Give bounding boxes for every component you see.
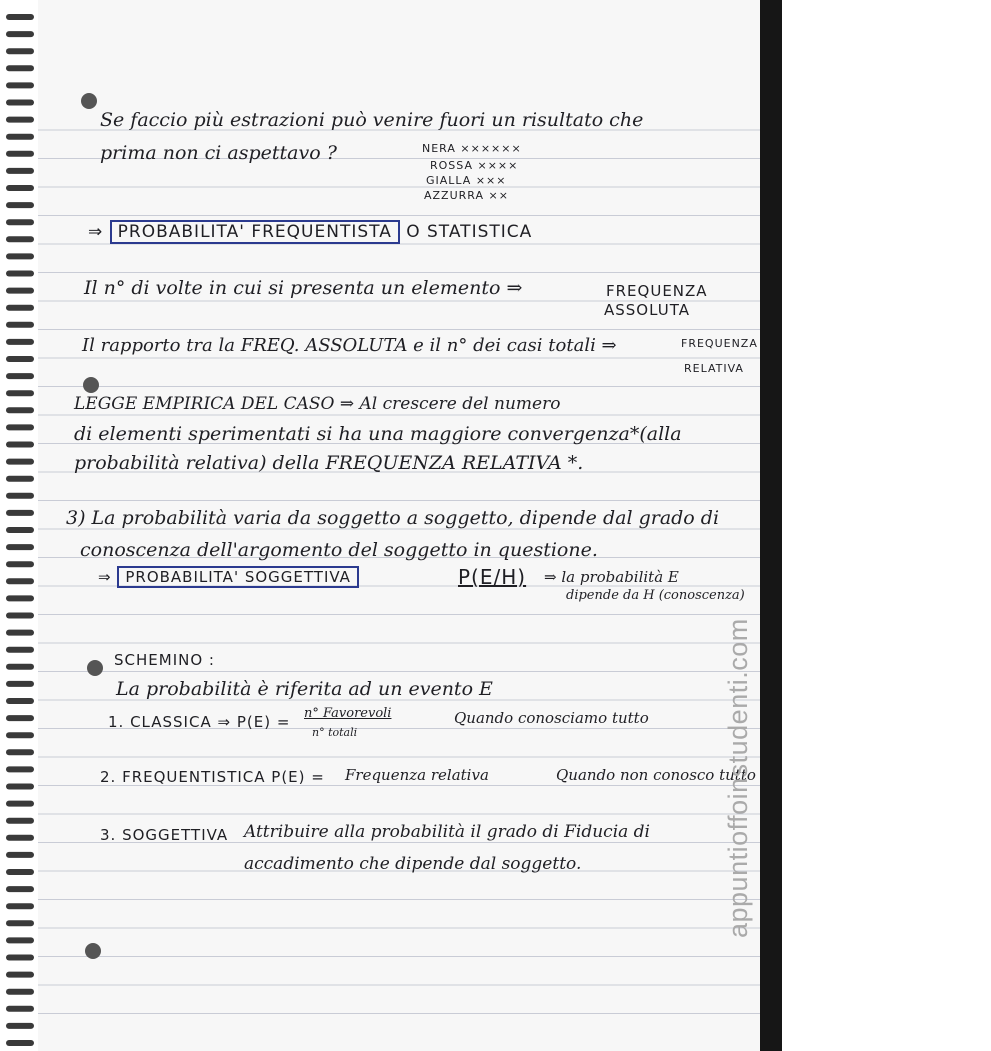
tally-azzurra: AZZURRA ××: [424, 189, 509, 202]
note-text: (alla: [639, 423, 682, 445]
spiral-coil: [6, 356, 34, 362]
spiral-coil: [6, 100, 34, 106]
spiral-coil: [6, 14, 34, 20]
spiral-coil: [6, 732, 34, 738]
item-frequentistica-when: Quando non conosco tutto: [556, 766, 756, 784]
spiral-coil: [6, 664, 34, 670]
heading-rest: O STATISTICA: [406, 222, 533, 242]
spiral-coil: [6, 424, 34, 430]
spiral-coil: [6, 442, 34, 448]
spiral-coil: [6, 493, 34, 499]
item-soggettiva-text: accadimento che dipende dal soggetto.: [244, 854, 582, 874]
punch-hole: [85, 943, 101, 959]
spiral-coil: [6, 459, 34, 465]
item-classica-when: Quando conosciamo tutto: [454, 709, 649, 727]
spiral-coil: [6, 510, 34, 516]
note-line: Il n° di volte in cui si presenta un elemento ⇒: [84, 277, 523, 299]
spiral-coil: [6, 476, 34, 482]
spiral-coil: [6, 219, 34, 225]
spiral-coil: [6, 937, 34, 943]
spiral-coil: [6, 578, 34, 584]
spiral-coil: [6, 31, 34, 37]
item-frequentistica-value: Frequenza relativa: [345, 766, 489, 784]
spiral-binding: [0, 0, 40, 1051]
spiral-coil: [6, 920, 34, 926]
spiral-coil: [6, 852, 34, 858]
spiral-coil: [6, 151, 34, 157]
arrow-icon: ⇒: [98, 568, 112, 586]
note-line: 3) La probabilità varia da soggetto a soggetto, dipende dal grado di: [66, 507, 720, 529]
fraction-numerator: n° Favorevoli: [304, 706, 392, 721]
note-line: Il rapporto tra la FREQ. ASSOLUTA e il n° dei casi totali ⇒: [82, 335, 617, 356]
spiral-coil: [6, 715, 34, 721]
spiral-coil: [6, 390, 34, 396]
spiral-coil: [6, 1040, 34, 1046]
note-line: [74, 422, 682, 446]
spiral-coil: [6, 544, 34, 550]
spiral-coil: [6, 168, 34, 174]
spiral-coil: [6, 766, 34, 772]
spiral-coil: [6, 561, 34, 567]
spiral-coil: [6, 253, 34, 259]
spiral-coil: [6, 989, 34, 995]
item-classica-label: 1. CLASSICA ⇒ P(E) =: [108, 713, 291, 731]
spiral-coil: [6, 134, 34, 140]
term-assoluta: ASSOLUTA: [604, 301, 690, 319]
spiral-coil: [6, 271, 34, 277]
note-text: di elementi sperimentati si ha una maggiore convergenza: [74, 423, 630, 445]
spiral-coil: [6, 698, 34, 704]
item-frequentistica-label: 2. FREQUENTISTICA P(E) =: [100, 768, 325, 786]
heading-frequentista: [88, 220, 532, 244]
punch-hole: [83, 377, 99, 393]
spiral-coil: [6, 886, 34, 892]
spiral-coil: [6, 185, 34, 191]
spiral-coil: [6, 613, 34, 619]
spiral-coil: [6, 48, 34, 54]
note-line: LEGGE EMPIRICA DEL CASO ⇒ Al crescere del numero: [74, 394, 561, 414]
spiral-coil: [6, 339, 34, 345]
note-line: La probabilità è riferita ad un evento E: [116, 678, 493, 700]
tally-nera: NERA ××××××: [422, 142, 522, 155]
page-edge-shadow: [760, 0, 782, 1051]
spiral-coil: [6, 373, 34, 379]
punch-hole: [87, 660, 103, 676]
arrow-icon: ⇒: [88, 222, 104, 242]
term-frequenza: FREQUENZA: [606, 282, 708, 300]
tally-gialla: GIALLA ×××: [426, 174, 507, 187]
tally-rossa: ROSSA ××××: [430, 159, 519, 172]
spiral-coil: [6, 647, 34, 653]
item-soggettiva-text: Attribuire alla probabilità il grado di Fiducia di: [244, 822, 650, 842]
spiral-coil: [6, 236, 34, 242]
heading-soggettiva: [98, 565, 359, 589]
spiral-coil: [6, 117, 34, 123]
term-frequenza: FREQUENZA: [681, 337, 758, 350]
spiral-coil: [6, 595, 34, 601]
spiral-coil: [6, 527, 34, 533]
spiral-coil: [6, 818, 34, 824]
fraction-denominator: n° totali: [312, 726, 358, 739]
item-soggettiva-label: 3. SOGGETTIVA: [100, 826, 229, 844]
note-line: Se faccio più estrazioni può venire fuori un risultato che: [100, 109, 644, 131]
note-line: probabilità relativa) della FREQUENZA RELATIVA *.: [74, 452, 584, 474]
spiral-coil: [6, 869, 34, 875]
boxed-term: PROBABILITA' SOGGETTIVA: [117, 566, 359, 588]
spiral-coil: [6, 407, 34, 413]
spiral-coil: [6, 903, 34, 909]
spiral-coil: [6, 202, 34, 208]
asterisk: *: [629, 423, 640, 445]
spiral-coil: [6, 835, 34, 841]
spiral-coil: [6, 322, 34, 328]
formula: P(E/H): [458, 565, 527, 589]
spiral-coil: [6, 82, 34, 88]
formula-note: ⇒ la probabilità E: [544, 568, 679, 586]
watermark: appuntioffoinstudenti.com: [723, 618, 753, 938]
spiral-coil: [6, 288, 34, 294]
punch-hole: [81, 93, 97, 109]
spiral-coil: [6, 630, 34, 636]
spiral-coil: [6, 1023, 34, 1029]
formula-note: dipende da H (conoscenza): [566, 588, 745, 603]
spiral-coil: [6, 1006, 34, 1012]
term-relativa: RELATIVA: [684, 362, 744, 375]
spiral-coil: [6, 972, 34, 978]
spiral-coil: [6, 955, 34, 961]
schemino-title: SCHEMINO :: [114, 651, 215, 669]
spiral-coil: [6, 305, 34, 311]
spiral-coil: [6, 681, 34, 687]
note-line: prima non ci aspettavo ?: [100, 142, 337, 164]
spiral-coil: [6, 784, 34, 790]
spiral-coil: [6, 801, 34, 807]
note-line: conoscenza dell'argomento del soggetto in questione.: [80, 539, 598, 561]
spiral-coil: [6, 749, 34, 755]
spiral-coil: [6, 65, 34, 71]
boxed-term: PROBABILITA' FREQUENTISTA: [110, 220, 400, 244]
